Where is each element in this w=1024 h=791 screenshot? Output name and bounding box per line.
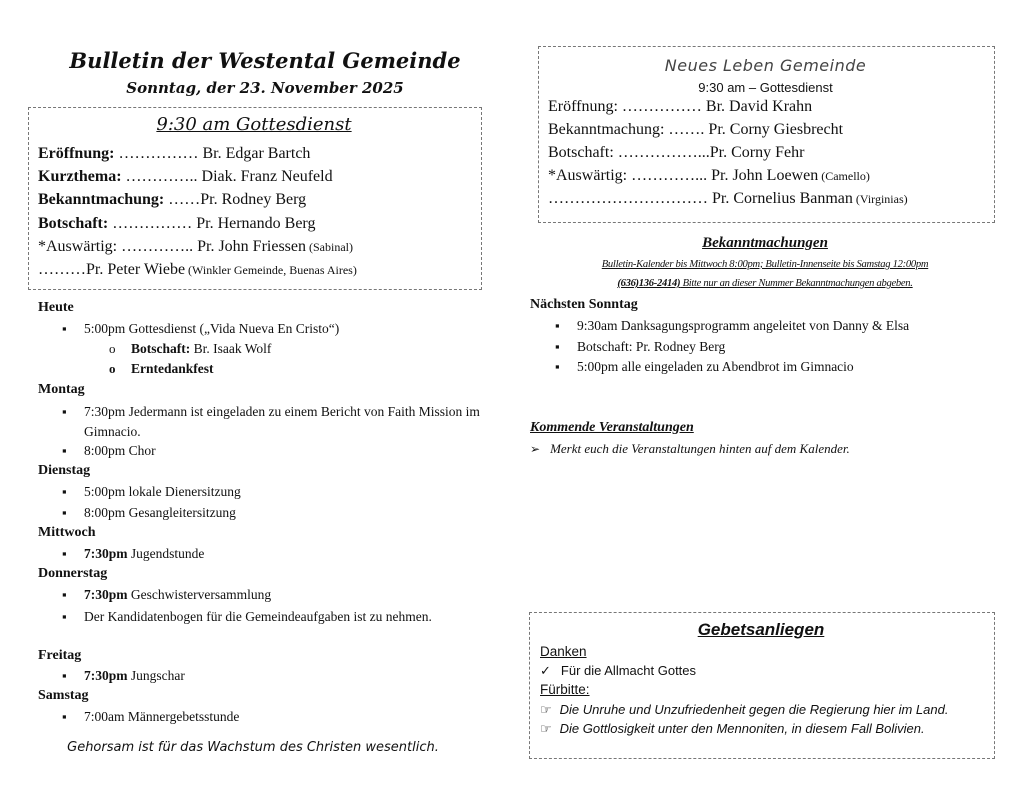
- motto: Gehorsam ist für das Wachstum des Christen wesentlich.: [67, 740, 439, 755]
- list-item: ▪ 8:00pm Chor: [84, 443, 156, 459]
- list-item: ▪ 5:00pm Gottesdienst („Vida Nueva En Cristo“): [84, 321, 339, 337]
- list-item: [84, 668, 185, 684]
- list-item: ▪ 5:00pm alle eingeladen zu Abendbrot im Gimnacio: [577, 359, 854, 375]
- service-dots: …………..: [121, 168, 198, 185]
- sub-text: Br. Isaak Wolf: [190, 341, 272, 356]
- service-name: Pr. Hernando Berg: [192, 215, 316, 232]
- list-item: ▪ 7:30pm Jedermann ist eingeladen zu einem Bericht von Faith Mission im Gimnacio.: [84, 402, 484, 442]
- list-item: ▪ 7:00am Männergebetsstunde: [84, 709, 239, 725]
- day-mittwoch: Mittwoch: [38, 525, 96, 540]
- danken-text: Für die Allmacht Gottes: [560, 663, 697, 678]
- nlg-note: (Camello): [818, 169, 870, 183]
- danken-item: [540, 663, 696, 679]
- list-item: ▪ Der Kandidatenbogen für die Gemeindeaufgaben ist zu nehmen.: [84, 607, 464, 627]
- nlg-subtitle: 9:30 am – Gottesdienst: [698, 80, 833, 95]
- service-row-auswaertig: [38, 238, 353, 256]
- service-dots: ……………: [114, 145, 199, 162]
- nlg-row-auswaertig: [548, 167, 870, 185]
- item-text: Jungschar: [127, 668, 185, 683]
- fuerbitte-heading: Fürbitte:: [540, 682, 590, 697]
- service-label: Bekanntmachung:: [38, 191, 165, 208]
- nlg-label: …………………………: [548, 190, 708, 207]
- day-donnerstag: Donnerstag: [38, 566, 108, 581]
- nlg-name: Pr. Corny Fehr: [709, 144, 805, 161]
- list-item: [84, 546, 204, 562]
- service-label: Eröffnung:: [38, 145, 115, 162]
- danken-heading: Danken: [540, 644, 587, 659]
- nlg-note: (Virginias): [852, 192, 908, 206]
- day-heute: Heute: [38, 300, 74, 315]
- bulletin-date: Sonntag, der 23. November 2025: [126, 79, 404, 97]
- day-freitag: Freitag: [38, 648, 82, 663]
- list-subitem: [131, 341, 271, 357]
- list-item: ▪ Botschaft: Pr. Rodney Berg: [577, 339, 725, 355]
- nlg-row-auswaertig-2: [548, 190, 908, 208]
- nlg-label: Bekanntmachung: …….: [548, 121, 705, 138]
- service-name: Pr. John Friessen: [193, 238, 307, 255]
- nlg-name: Br. David Krahn: [701, 98, 813, 115]
- sub-label: Botschaft:: [131, 341, 191, 356]
- service-note: (Winkler Gemeinde, Buenas Aires): [185, 263, 357, 277]
- item-time: 7:30pm: [84, 546, 128, 561]
- day-dienstag: Dienstag: [38, 463, 91, 478]
- item-time: 7:30pm: [84, 668, 128, 683]
- nlg-label: Eröffnung: ……………: [548, 98, 702, 115]
- service-name: Br. Edgar Bartch: [198, 145, 311, 162]
- service-row-auswaertig-2: [38, 261, 357, 279]
- phone-note: Bitte nur an dieser Nummer Bekanntmachungen abgeben.: [680, 278, 913, 289]
- fuerbitte-text: Die Gottlosigkeit unter den Mennoniten, in diesem Fall Bolivien.: [559, 721, 925, 736]
- service-label: Botschaft:: [38, 215, 109, 232]
- item-time: 7:30pm: [84, 587, 128, 602]
- list-subitem: o Erntedankfest: [131, 361, 214, 377]
- service-name: Diak. Franz Neufeld: [197, 168, 333, 185]
- list-item: ▪ 9:30am Danksagungsprogramm angeleitet von Danny & Elsa: [577, 318, 909, 334]
- praying-hands-icon: ☞: [540, 721, 552, 736]
- praying-hands-icon: ☞: [540, 702, 552, 717]
- service-dots: ……………: [108, 215, 193, 232]
- fuerbitte-item: [540, 721, 925, 737]
- day-montag: Montag: [38, 382, 85, 397]
- nlg-row-eroeffnung: [548, 98, 812, 116]
- nlg-name: Pr. Cornelius Banman: [708, 190, 853, 207]
- kommende-heading: Kommende Veranstaltungen: [530, 420, 694, 435]
- service-row-eroeffnung: [38, 145, 310, 163]
- phone-number: (636)136-2414): [617, 278, 681, 289]
- arrow-icon: ➢: [530, 442, 541, 456]
- kommende-item: [530, 441, 850, 457]
- bulletin-title: Bulletin der Westental Gemeinde: [69, 48, 461, 73]
- day-samstag: Samstag: [38, 688, 89, 703]
- service-dots: ……: [164, 191, 201, 208]
- service-dots: …………..: [117, 238, 194, 255]
- service-label: *Auswärtig:: [38, 238, 118, 255]
- nlg-name: Pr. Corny Giesbrecht: [704, 121, 844, 138]
- service-label: Kurzthema:: [38, 168, 122, 185]
- list-item: [84, 587, 271, 603]
- bekanntmachungen-line2: [530, 278, 1000, 289]
- nlg-row-botschaft: [548, 144, 804, 162]
- service-row-bekanntmachung: [38, 191, 306, 209]
- service-name: Pr. Peter Wiebe: [86, 261, 186, 278]
- kommende-text: Merkt euch die Veranstaltungen hinten auf dem Kalender.: [550, 441, 850, 456]
- nlg-title: Neues Leben Gemeinde: [664, 56, 867, 75]
- item-text: Geschwisterversammlung: [127, 587, 272, 602]
- service-row-botschaft: [38, 215, 315, 233]
- service-name: Pr. Rodney Berg: [200, 191, 307, 208]
- fuerbitte-text: Die Unruhe und Unzufriedenheit gegen die Regierung hier im Land.: [559, 702, 949, 717]
- service-row-kurzthema: [38, 168, 333, 186]
- next-sunday-heading: Nächsten Sonntag: [530, 297, 638, 312]
- gebet-heading: Gebetsanliegen: [697, 620, 825, 639]
- item-text: Jugendstunde: [127, 546, 205, 561]
- nlg-name: Pr. John Loewen: [707, 167, 819, 184]
- bekanntmachungen-heading: Bekanntmachungen: [702, 235, 828, 251]
- nlg-label: *Auswärtig: …………...: [548, 167, 708, 184]
- fuerbitte-item: [540, 702, 948, 718]
- list-item: ▪ 5:00pm lokale Dienersitzung: [84, 484, 241, 500]
- checkmark-icon: ✓: [540, 663, 551, 678]
- service-note: (Sabinal): [306, 240, 354, 254]
- nlg-row-bekanntmachung: [548, 121, 843, 139]
- service-dots: ………: [38, 261, 86, 278]
- bekanntmachungen-line1: Bulletin-Kalender bis Mittwoch 8:00pm; Bulletin-Innenseite bis Samstag 12:00pm: [601, 259, 929, 270]
- list-item: ▪ 8:00pm Gesangleitersitzung: [84, 505, 236, 521]
- gottesdienst-heading: 9:30 am Gottesdienst: [156, 114, 352, 135]
- nlg-label: Botschaft: ……………...: [548, 144, 710, 161]
